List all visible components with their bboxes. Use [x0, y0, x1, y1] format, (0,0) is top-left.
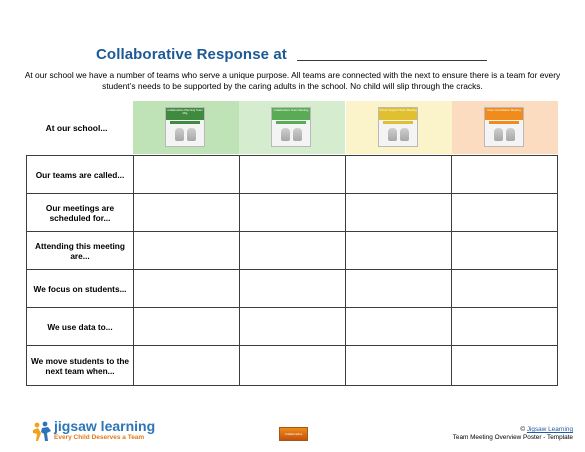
- copyright-link[interactable]: Jigsaw Learning: [526, 426, 573, 433]
- team-column-1: [133, 101, 239, 154]
- team-card-strip: [489, 121, 519, 124]
- row-label-attending: Attending this meeting are...: [27, 232, 134, 270]
- table-row: [27, 232, 558, 270]
- table-cell[interactable]: [134, 156, 240, 194]
- collaborative-response-badge: Collaborative Response: [279, 427, 308, 441]
- team-card-strip: [170, 121, 200, 124]
- table-cell[interactable]: [346, 194, 452, 232]
- school-name-blank: [297, 60, 487, 61]
- table-cell[interactable]: [346, 232, 452, 270]
- table-row: [27, 270, 558, 308]
- team-column-3: [346, 101, 452, 154]
- team-card-strip: [383, 121, 413, 124]
- team-header-row: [20, 101, 559, 154]
- team-card-title: Case Consultation Meeting: [485, 108, 523, 120]
- team-card-1: [165, 107, 205, 147]
- team-card-4: [484, 107, 524, 147]
- team-card-title: Collaborative Planning Team Mtg: [166, 108, 204, 120]
- table-cell[interactable]: [134, 194, 240, 232]
- table-cell[interactable]: [240, 346, 346, 386]
- table-cell[interactable]: [452, 308, 558, 346]
- copyright-block: [453, 426, 573, 442]
- table-cell[interactable]: [346, 156, 452, 194]
- row-label-meetings-scheduled: Our meetings are scheduled for...: [27, 194, 134, 232]
- table-cell[interactable]: [240, 270, 346, 308]
- page-title: Collaborative Response at: [96, 46, 287, 63]
- table-cell[interactable]: [134, 270, 240, 308]
- response-grid: [26, 155, 558, 386]
- people-puzzle-icon: [32, 421, 52, 443]
- row-label-move-students: We move students to the next team when...: [27, 346, 134, 386]
- team-card-3: [378, 107, 418, 147]
- intro-paragraph: At our school we have a number of teams who serve a unique purpose. All teams are connected with the next to ensure there is a team for every student’s needs to be supported by the caring adults in the school. No child will slip through the cracks.: [24, 70, 561, 91]
- copyright-symbol: ©: [520, 426, 526, 433]
- team-card-title: School Support Team Meeting: [379, 108, 417, 120]
- table-cell[interactable]: [346, 308, 452, 346]
- header-label: At our school...: [45, 122, 108, 133]
- table-cell[interactable]: [134, 346, 240, 386]
- table-row: [27, 308, 558, 346]
- table-cell[interactable]: [240, 156, 346, 194]
- team-card-strip: [276, 121, 306, 124]
- table-cell[interactable]: [134, 308, 240, 346]
- team-people-icon: [166, 128, 204, 141]
- row-label-teams-called: Our teams are called...: [27, 156, 134, 194]
- table-cell[interactable]: [452, 346, 558, 386]
- row-label-data: We use data to...: [27, 308, 134, 346]
- table-cell[interactable]: [240, 308, 346, 346]
- team-column-4: [452, 101, 558, 154]
- table-cell[interactable]: [452, 156, 558, 194]
- table-cell[interactable]: [452, 270, 558, 308]
- poster-name: Team Meeting Overview Poster - Template: [452, 434, 573, 441]
- team-column-2: [239, 101, 345, 154]
- brand-tagline: Every Child Deserves a Team: [54, 434, 145, 441]
- table-row: [27, 194, 558, 232]
- team-people-icon: [272, 128, 310, 141]
- team-people-icon: [379, 128, 417, 141]
- table-row: [27, 346, 558, 386]
- table-cell[interactable]: [346, 270, 452, 308]
- team-card-title: Collaborative Team Meeting: [272, 108, 310, 120]
- table-row: [27, 156, 558, 194]
- table-cell[interactable]: [346, 346, 452, 386]
- row-label-focus: We focus on students...: [27, 270, 134, 308]
- team-card-2: [271, 107, 311, 147]
- table-cell[interactable]: [240, 232, 346, 270]
- table-cell[interactable]: [134, 232, 240, 270]
- table-cell[interactable]: [240, 194, 346, 232]
- brand-name: jigsaw learning: [54, 418, 156, 434]
- table-cell[interactable]: [452, 194, 558, 232]
- table-cell[interactable]: [452, 232, 558, 270]
- team-people-icon: [485, 128, 523, 141]
